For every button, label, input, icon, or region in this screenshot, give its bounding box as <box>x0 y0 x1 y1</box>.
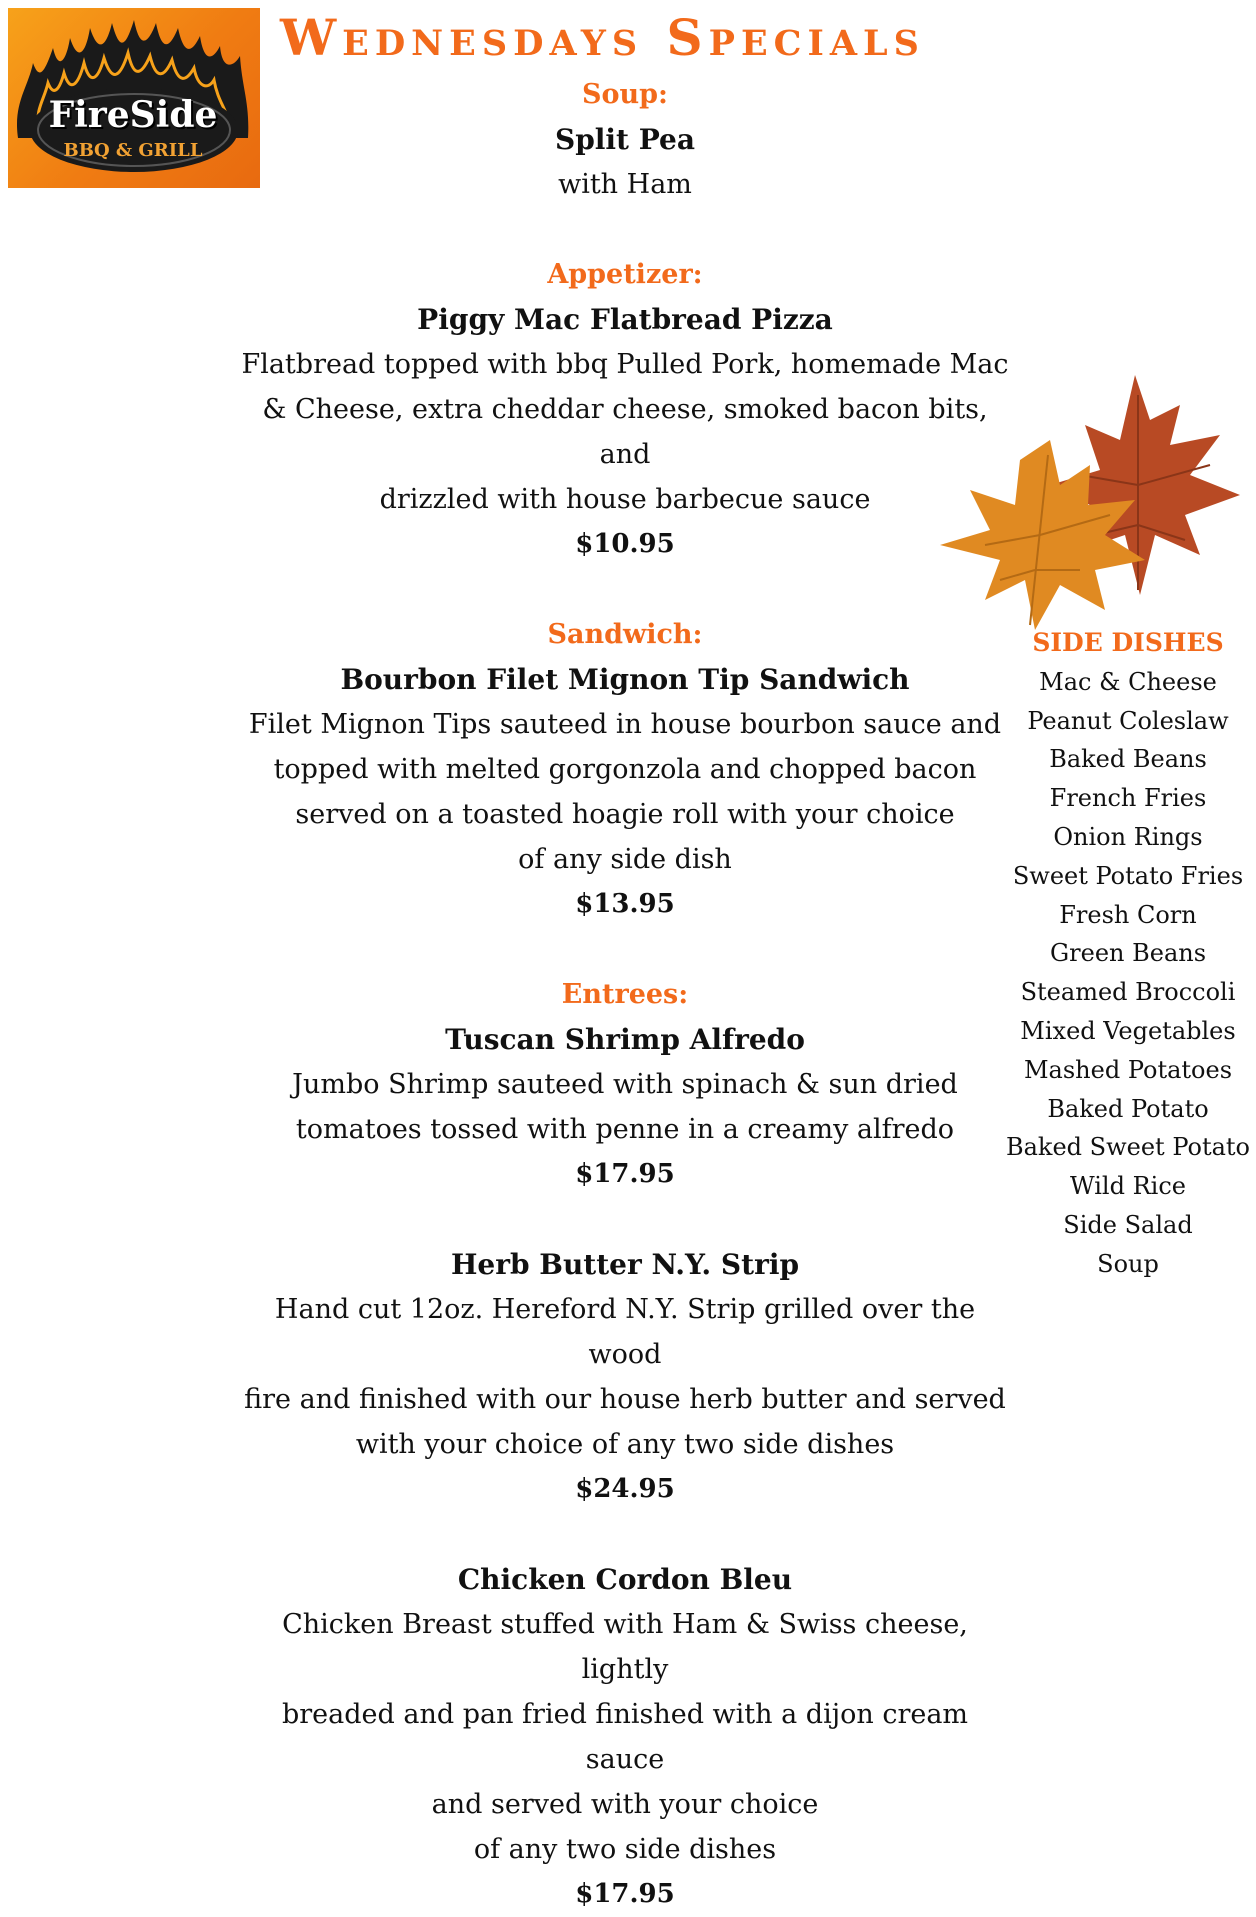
page-title: Wednesdays Specials <box>280 8 925 67</box>
list-item: Soup <box>1097 1249 1159 1278</box>
menu-item-name: Tuscan Shrimp Alfredo <box>445 1023 805 1056</box>
list-item: Green Beans <box>1049 939 1207 968</box>
menu-item-description-line: tomatoes tossed with penne in a creamy alfredo <box>295 1114 955 1145</box>
section-heading: Sandwich: <box>547 619 703 650</box>
menu-item <box>240 1557 1010 1917</box>
menu-item-description-line: Hand cut 12oz. Hereford N.Y. Strip grilled over the wood <box>274 1294 976 1370</box>
menu-item-description-line: with your choice of any two side dishes <box>355 1429 895 1460</box>
section-heading: Soup: <box>582 79 668 110</box>
fireside-logo <box>8 8 260 188</box>
menu-item <box>240 1017 1010 1197</box>
list-item: Fresh Corn <box>1059 900 1197 929</box>
section-heading: Entrees: <box>561 979 689 1010</box>
menu-item-description-line: & Cheese, extra cheddar cheese, smoked bacon bits, and <box>262 394 988 470</box>
menu-item-description-line: Filet Mignon Tips sauteed in house bourbon sauce and <box>248 709 1002 740</box>
list-item: Sweet Potato Fries <box>1012 861 1244 890</box>
menu-item <box>240 1242 1010 1512</box>
list-item: Mashed Potatoes <box>1023 1055 1233 1084</box>
menu-item-price: $17.95 <box>575 1879 675 1909</box>
side-dishes-list <box>995 624 1256 1284</box>
menu-item-name: Chicken Cordon Bleu <box>457 1563 793 1596</box>
menu-item-description-line: and served with your choice <box>431 1789 819 1820</box>
menu-item-name: Bourbon Filet Mignon Tip Sandwich <box>340 663 910 696</box>
menu-item-description-line: Flatbread topped with bbq Pulled Pork, homemade Mac <box>241 349 1009 380</box>
menu-item-description-line: drizzled with house barbecue sauce <box>379 484 871 515</box>
list-item: French Fries <box>1049 784 1207 813</box>
list-item: Side Salad <box>1063 1210 1193 1239</box>
menu-item-description-line: served on a toasted hoagie roll with your choice <box>295 799 955 830</box>
menu-item-price: $24.95 <box>575 1474 675 1504</box>
menu-item-price: $17.95 <box>575 1159 675 1189</box>
list-item: Baked Sweet Potato <box>1005 1133 1251 1162</box>
menu-item-name: Herb Butter N.Y. Strip <box>450 1248 800 1281</box>
menu-section-entrees <box>240 972 1010 1917</box>
menu-main-column <box>240 72 1010 1917</box>
list-item: Onion Rings <box>1053 822 1203 851</box>
logo-subtitle: BBQ & GRILL <box>63 140 203 161</box>
menu-item-description: with Ham <box>558 169 692 200</box>
list-item: Mac & Cheese <box>1039 667 1217 696</box>
list-item: Peanut Coleslaw <box>1027 706 1229 735</box>
menu-item-name: Split Pea <box>554 123 695 156</box>
menu-item-description-line: Chicken Breast stuffed with Ham & Swiss cheese, lightly <box>282 1609 968 1685</box>
menu-item-price: $10.95 <box>575 529 675 559</box>
maple-leaf-icon <box>930 365 1250 635</box>
list-item: Baked Beans <box>1049 745 1207 774</box>
menu-item-price: $13.95 <box>575 889 675 919</box>
menu-section-soup <box>240 72 1010 207</box>
menu-section-sandwich <box>240 612 1010 927</box>
menu-item-description-line: topped with melted gorgonzola and chopped bacon <box>273 754 977 785</box>
menu-item-description-line: of any two side dishes <box>473 1834 777 1865</box>
list-item: Steamed Broccoli <box>1020 978 1236 1007</box>
menu-item-description-line: Jumbo Shrimp sauteed with spinach & sun dried <box>292 1069 958 1100</box>
list-item: Baked Potato <box>1047 1094 1209 1123</box>
list-item: Mixed Vegetables <box>1020 1016 1236 1045</box>
side-dishes-heading: SIDE DISHES <box>1032 628 1224 657</box>
section-heading: Appetizer: <box>547 259 703 290</box>
menu-item-description-line: breaded and pan fried finished with a dijon cream sauce <box>281 1699 969 1775</box>
menu-item-description-line: of any side dish <box>518 844 732 875</box>
menu-item-name: Piggy Mac Flatbread Pizza <box>417 303 833 336</box>
list-item: Wild Rice <box>1070 1172 1186 1201</box>
menu-item-description-line: fire and finished with our house herb butter and served <box>244 1384 1006 1415</box>
menu-section-appetizer <box>240 252 1010 567</box>
logo-name: FireSide <box>48 94 218 136</box>
